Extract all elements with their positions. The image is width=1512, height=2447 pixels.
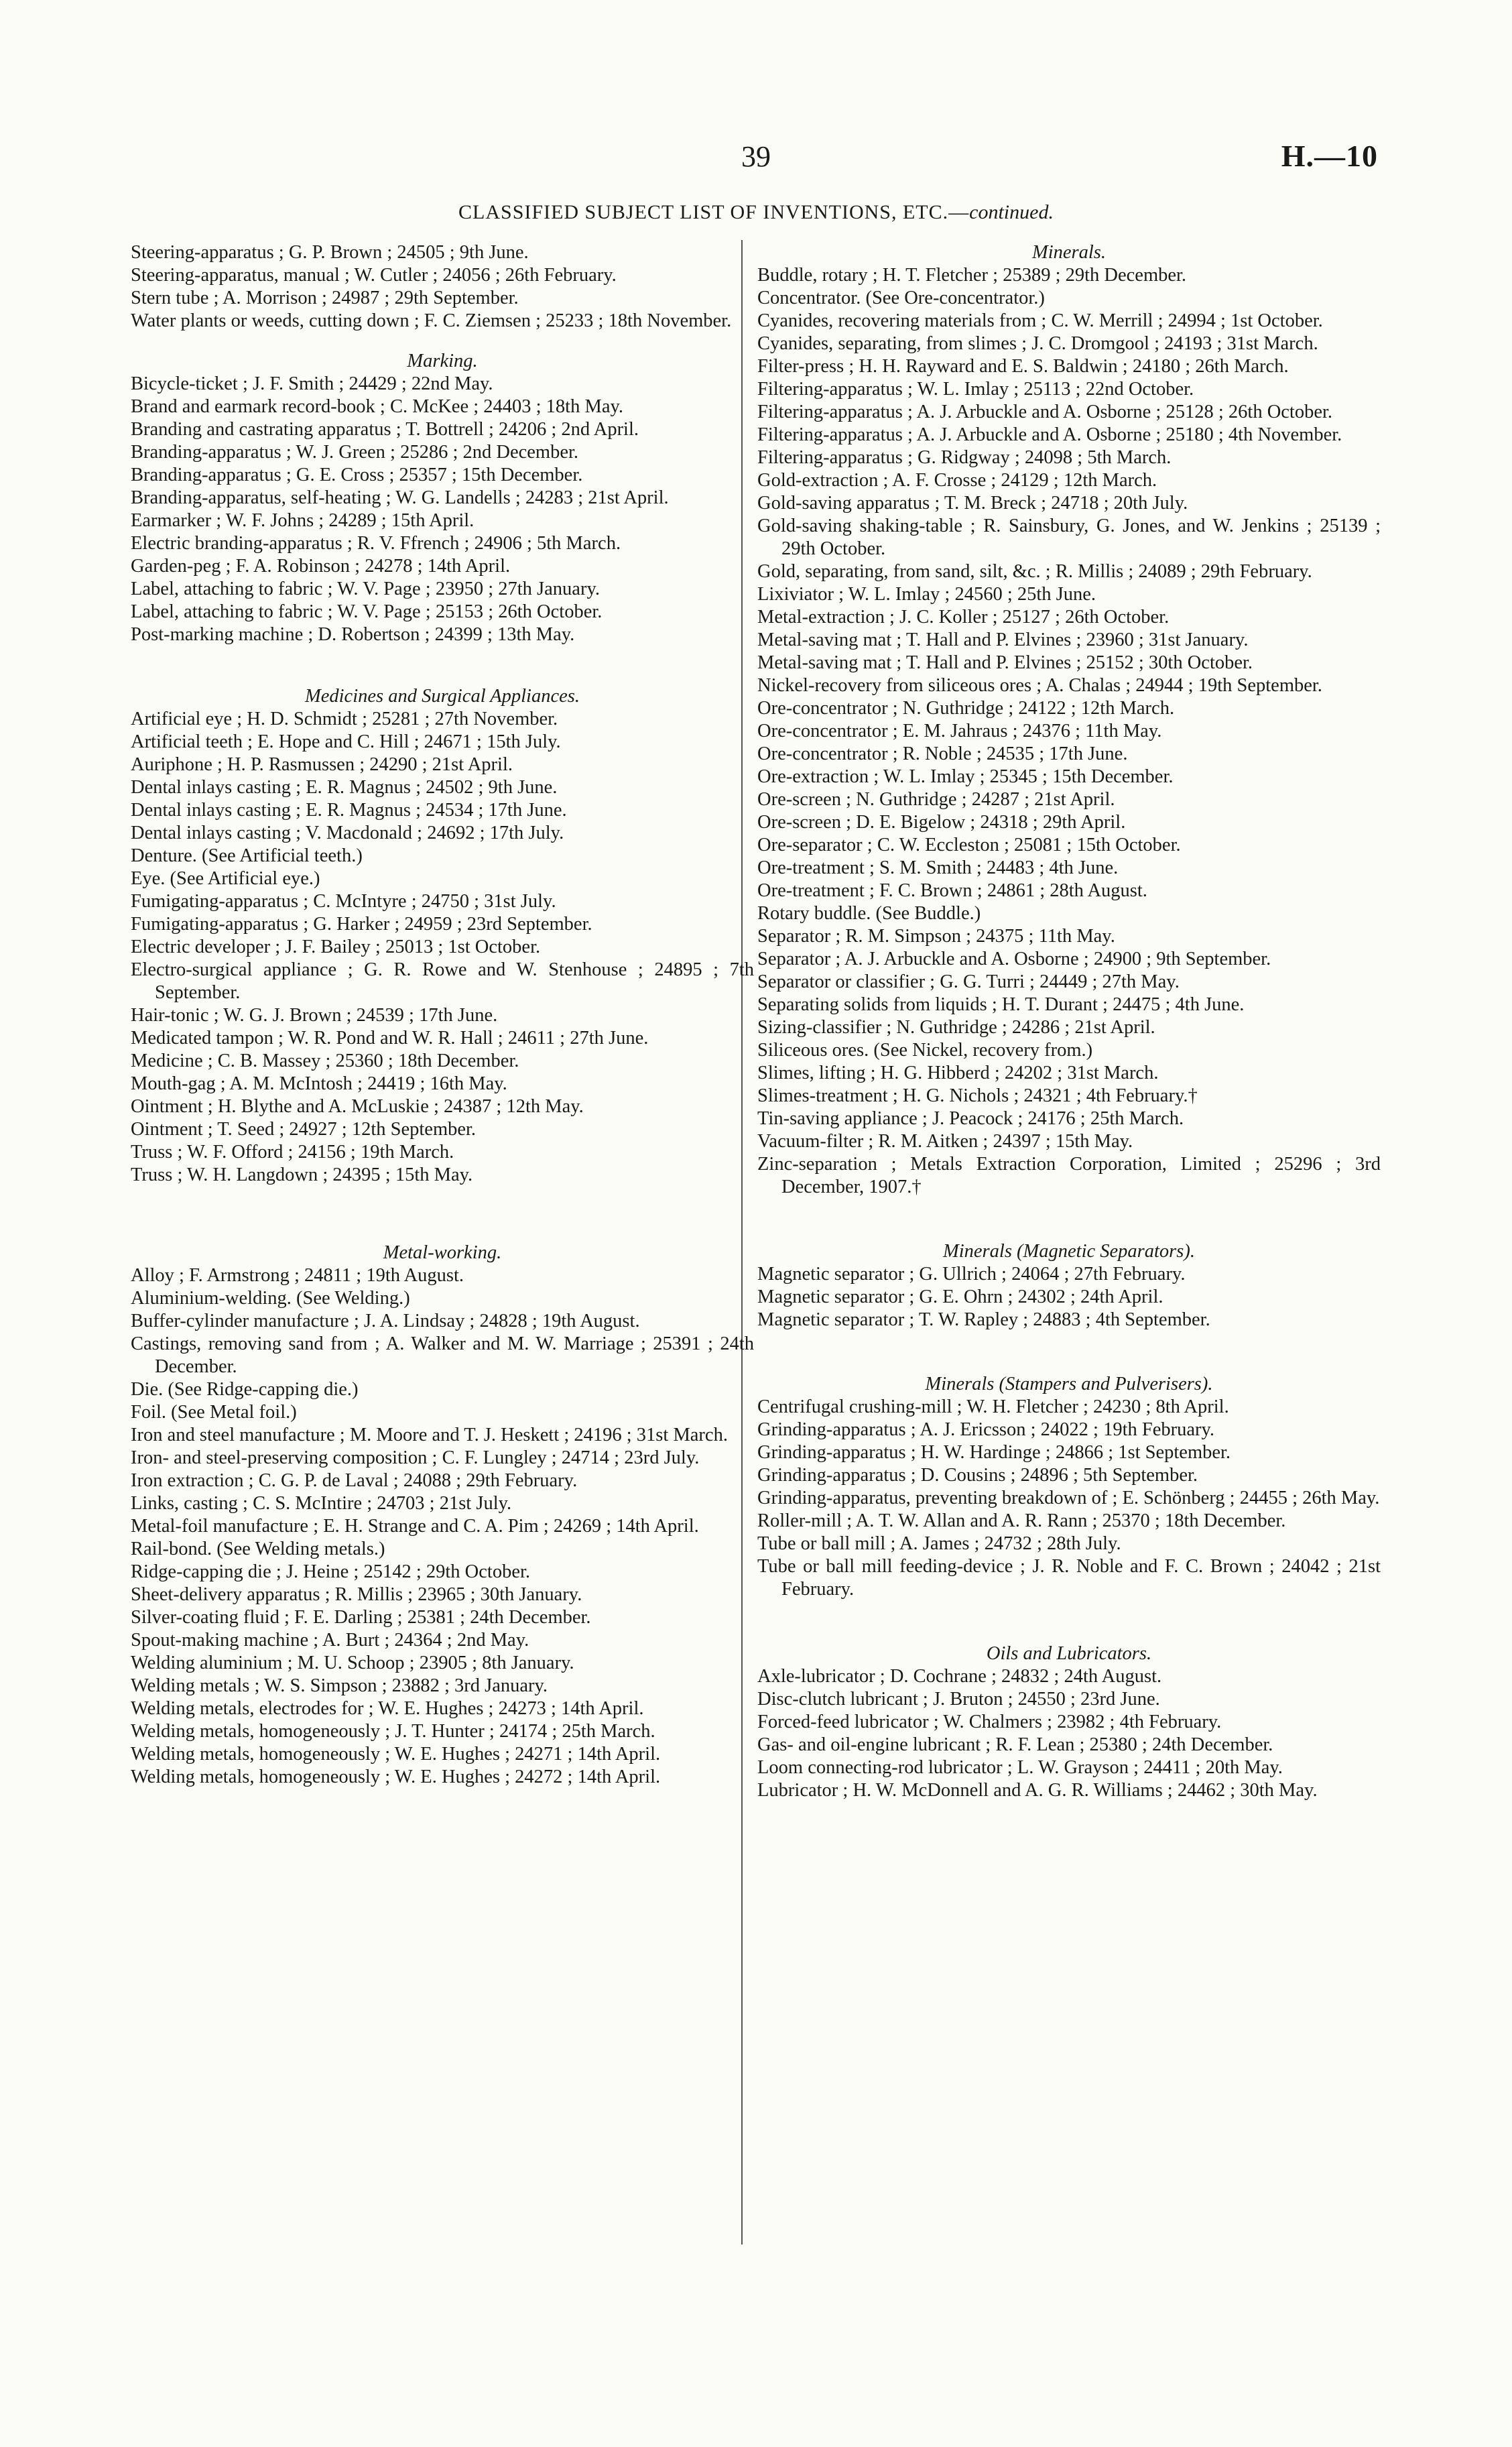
invention-entry: Filtering-apparatus ; A. J. Arbuckle and A. Osborne ; 25128 ; 26th October.: [757, 402, 1333, 422]
invention-entry: Nickel-recovery from siliceous ores ; A. Chalas ; 24944 ; 19th September.: [757, 675, 1322, 696]
invention-entry: Steering-apparatus ; G. P. Brown ; 24505 ; 9th June.: [131, 242, 529, 263]
invention-entry: Ore-screen ; N. Guthridge ; 24287 ; 21st April.: [757, 789, 1115, 810]
invention-entry: Denture. (See Artificial teeth.): [131, 845, 363, 866]
invention-entry: Welding metals, homogeneously ; J. T. Hunter ; 24174 ; 25th March.: [131, 1721, 655, 1742]
invention-entry: Slimes-treatment ; H. G. Nichols ; 24321 ; 4th February.†: [757, 1085, 1198, 1106]
invention-entry: Ore-concentrator ; R. Noble ; 24535 ; 17th June.: [757, 743, 1128, 764]
invention-entry: Tube or ball mill ; A. James ; 24732 ; 28th July.: [757, 1533, 1121, 1554]
invention-entry: Welding metals, electrodes for ; W. E. Hughes ; 24273 ; 14th April.: [131, 1698, 644, 1719]
invention-entry: Welding metals, homogeneously ; W. E. Hughes ; 24272 ; 14th April.: [131, 1767, 661, 1787]
invention-entry: Grinding-apparatus ; D. Cousins ; 24896 ; 5th September.: [757, 1465, 1198, 1486]
invention-entry: Dental inlays casting ; E. R. Magnus ; 24502 ; 9th June.: [131, 777, 558, 798]
invention-entry: Eye. (See Artificial eye.): [131, 868, 320, 889]
invention-entry: Sheet-delivery apparatus ; R. Millis ; 23965 ; 30th January.: [131, 1584, 582, 1605]
invention-entry: Steering-apparatus, manual ; W. Cutler ; 24056 ; 26th February.: [131, 265, 617, 286]
invention-entry: Ore-extraction ; W. L. Imlay ; 25345 ; 15th December.: [757, 766, 1174, 787]
invention-entry: Concentrator. (See Ore-concentrator.): [757, 288, 1045, 308]
invention-entry: Electro-surgical appliance ; G. R. Rowe and W. Stenhouse ; 24895 ; 7th September.: [131, 959, 754, 1003]
invention-entry: Castings, removing sand from ; A. Walker and M. W. Marriage ; 25391 ; 24th December.: [131, 1333, 754, 1377]
invention-entry: Iron and steel manufacture ; M. Moore and T. J. Heskett ; 24196 ; 31st March.: [131, 1425, 728, 1445]
invention-entry: Cyanides, separating, from slimes ; J. C. Dromgool ; 24193 ; 31st March.: [757, 333, 1318, 354]
section: [131, 241, 754, 333]
invention-entry: Artificial eye ; H. D. Schmidt ; 25281 ; 27th November.: [131, 709, 558, 729]
invention-entry: Tube or ball mill feeding-device ; J. R. Noble and F. C. Brown ; 24042 ; 21st February.: [757, 1556, 1381, 1600]
invention-entry: Metal-saving mat ; T. Hall and P. Elvines ; 25152 ; 30th October.: [757, 652, 1253, 673]
invention-entry: Label, attaching to fabric ; W. V. Page ; 23950 ; 27th January.: [131, 579, 600, 599]
invention-entry: Magnetic separator ; G. E. Ohrn ; 24302 ; 24th April.: [757, 1287, 1163, 1307]
invention-entry: Gold-saving apparatus ; T. M. Breck ; 24718 ; 20th July.: [757, 493, 1188, 514]
invention-entry: Axle-lubricator ; D. Cochrane ; 24832 ; 24th August.: [757, 1666, 1162, 1687]
invention-entry: Roller-mill ; A. T. W. Allan and A. R. Rann ; 25370 ; 18th December.: [757, 1510, 1286, 1531]
invention-entry: Metal-extraction ; J. C. Koller ; 25127 ; 26th October.: [757, 607, 1170, 628]
invention-entry: Truss ; W. H. Langdown ; 24395 ; 15th May.: [131, 1165, 473, 1185]
invention-entry: Rail-bond. (See Welding metals.): [131, 1539, 385, 1559]
section-title: Metal-working.: [383, 1242, 502, 1263]
invention-entry: Hair-tonic ; W. G. J. Brown ; 24539 ; 17th June.: [131, 1005, 498, 1026]
section-title: Minerals (Magnetic Separators).: [943, 1241, 1195, 1262]
invention-entry: Grinding-apparatus, preventing breakdown of ; E. Schönberg ; 24455 ; 26th May.: [757, 1488, 1380, 1508]
right-column: [757, 241, 1381, 1802]
invention-entry: Ore-screen ; D. E. Bigelow ; 24318 ; 29th April.: [757, 812, 1126, 833]
invention-entry: Ointment ; H. Blythe and A. McLuskie ; 24387 ; 12th May.: [131, 1096, 584, 1117]
invention-entry: Filtering-apparatus ; G. Ridgway ; 24098 ; 5th March.: [757, 447, 1172, 468]
section-title: Minerals.: [1031, 242, 1107, 263]
section: [757, 1373, 1381, 1601]
heading-main: CLASSIFIED SUBJECT LIST OF INVENTIONS, ETC.—: [458, 201, 970, 223]
heading-continued: continued.: [969, 201, 1054, 223]
invention-entry: Branding-apparatus, self-heating ; W. G. Landells ; 24283 ; 21st April.: [131, 487, 669, 508]
invention-entry: Brand and earmark record-book ; C. McKee ; 24403 ; 18th May.: [131, 396, 623, 417]
invention-entry: Gold-extraction ; A. F. Crosse ; 24129 ; 12th March.: [757, 470, 1157, 491]
invention-entry: Die. (See Ridge-capping die.): [131, 1379, 359, 1400]
invention-entry: Filtering-apparatus ; A. J. Arbuckle and A. Osborne ; 25180 ; 4th November.: [757, 424, 1342, 445]
invention-entry: Electric branding-apparatus ; R. V. Ffrench ; 24906 ; 5th March.: [131, 533, 621, 554]
invention-entry: Cyanides, recovering materials from ; C. W. Merrill ; 24994 ; 1st October.: [757, 310, 1323, 331]
section: [757, 1643, 1381, 1802]
invention-entry: Foil. (See Metal foil.): [131, 1402, 297, 1423]
invention-entry: Sizing-classifier ; N. Guthridge ; 24286 ; 21st April.: [757, 1017, 1155, 1038]
invention-entry: Ore-concentrator ; N. Guthridge ; 24122 ; 12th March.: [757, 698, 1175, 719]
invention-entry: Separator ; R. M. Simpson ; 24375 ; 11th May.: [757, 926, 1115, 947]
invention-entry: Electric developer ; J. F. Bailey ; 25013 ; 1st October.: [131, 937, 541, 957]
invention-entry: Welding aluminium ; M. U. Schoop ; 23905 ; 8th January.: [131, 1653, 574, 1673]
invention-entry: Slimes, lifting ; H. G. Hibberd ; 24202 ; 31st March.: [757, 1063, 1159, 1083]
invention-entry: Separator or classifier ; G. G. Turri ; 24449 ; 27th May.: [757, 971, 1180, 992]
invention-entry: Branding-apparatus ; G. E. Cross ; 25357 ; 15th December.: [131, 465, 583, 485]
invention-entry: Spout-making machine ; A. Burt ; 24364 ; 2nd May.: [131, 1630, 529, 1651]
invention-entry: Tin-saving appliance ; J. Peacock ; 24176 ; 25th March.: [757, 1108, 1184, 1129]
invention-entry: Magnetic separator ; G. Ullrich ; 24064 ; 27th February.: [757, 1264, 1186, 1285]
invention-entry: Forced-feed lubricator ; W. Chalmers ; 23982 ; 4th February.: [757, 1712, 1222, 1732]
invention-entry: Ore-concentrator ; E. M. Jahraus ; 24376 ; 11th May.: [757, 721, 1162, 741]
invention-entry: Iron extraction ; C. G. P. de Laval ; 24088 ; 29th February.: [131, 1470, 578, 1491]
invention-entry: Welding metals, homogeneously ; W. E. Hughes ; 24271 ; 14th April.: [131, 1744, 661, 1765]
invention-entry: Metal-foil manufacture ; E. H. Strange and C. A. Pim ; 24269 ; 14th April.: [131, 1516, 699, 1537]
invention-entry: Loom connecting-rod lubricator ; L. W. Grayson ; 24411 ; 20th May.: [757, 1757, 1283, 1778]
invention-entry: Buddle, rotary ; H. T. Fletcher ; 25389 ; 29th December.: [757, 265, 1187, 286]
invention-entry: Post-marking machine ; D. Robertson ; 24399 ; 13th May.: [131, 624, 575, 645]
invention-entry: Artificial teeth ; E. Hope and C. Hill ; 24671 ; 15th July.: [131, 731, 561, 752]
invention-entry: Silver-coating fluid ; F. E. Darling ; 25381 ; 24th December.: [131, 1607, 591, 1628]
page-heading: [0, 201, 1512, 224]
section-title: Medicines and Surgical Appliances.: [304, 686, 580, 707]
invention-entry: Lubricator ; H. W. McDonnell and A. G. R. Williams ; 24462 ; 30th May.: [757, 1780, 1318, 1801]
invention-entry: Truss ; W. F. Offord ; 24156 ; 19th March.: [131, 1142, 454, 1162]
invention-entry: Grinding-apparatus ; A. J. Ericsson ; 24022 ; 19th February.: [757, 1419, 1215, 1440]
invention-entry: Garden-peg ; F. A. Robinson ; 24278 ; 14th April.: [131, 556, 511, 577]
invention-entry: Lixiviator ; W. L. Imlay ; 24560 ; 25th June.: [757, 584, 1096, 605]
invention-entry: Mouth-gag ; A. M. McIntosh ; 24419 ; 16th May.: [131, 1073, 507, 1094]
invention-entry: Earmarker ; W. F. Johns ; 24289 ; 15th April.: [131, 510, 475, 531]
invention-entry: Rotary buddle. (See Buddle.): [757, 903, 981, 924]
invention-entry: Branding-apparatus ; W. J. Green ; 25286 ; 2nd December.: [131, 442, 579, 463]
invention-entry: Welding metals ; W. S. Simpson ; 23882 ; 3rd January.: [131, 1675, 548, 1696]
invention-entry: Links, casting ; C. S. McIntire ; 24703 ; 21st July.: [131, 1493, 512, 1514]
section-title: Oils and Lubricators.: [986, 1643, 1152, 1664]
invention-entry: Gas- and oil-engine lubricant ; R. F. Lean ; 25380 ; 24th December.: [757, 1734, 1273, 1755]
invention-entry: Separating solids from liquids ; H. T. Durant ; 24475 ; 4th June.: [757, 994, 1245, 1015]
invention-entry: Medicine ; C. B. Massey ; 25360 ; 18th December.: [131, 1051, 519, 1071]
invention-entry: Disc-clutch lubricant ; J. Bruton ; 24550 ; 23rd June.: [757, 1689, 1160, 1710]
invention-entry: Grinding-apparatus ; H. W. Hardinge ; 24866 ; 1st September.: [757, 1442, 1231, 1463]
document-reference: H.—10: [1281, 139, 1378, 173]
invention-entry: Bicycle-ticket ; J. F. Smith ; 24429 ; 22nd May.: [131, 373, 493, 394]
invention-entry: Ointment ; T. Seed ; 24927 ; 12th September.: [131, 1119, 477, 1140]
invention-entry: Iron- and steel-preserving composition ; C. F. Lungley ; 24714 ; 23rd July.: [131, 1447, 700, 1468]
section: [757, 241, 1381, 1199]
invention-entry: Centrifugal crushing-mill ; W. H. Fletcher ; 24230 ; 8th April.: [757, 1396, 1229, 1417]
invention-entry: Vacuum-filter ; R. M. Aitken ; 24397 ; 15th May.: [757, 1131, 1133, 1152]
invention-entry: Stern tube ; A. Morrison ; 24987 ; 29th September.: [131, 288, 519, 308]
invention-entry: Ridge-capping die ; J. Heine ; 25142 ; 29th October.: [131, 1561, 531, 1582]
invention-entry: Metal-saving mat ; T. Hall and P. Elvines ; 23960 ; 31st January.: [757, 630, 1249, 650]
invention-entry: Fumigating-apparatus ; C. McIntyre ; 24750 ; 31st July.: [131, 891, 556, 912]
invention-entry: Magnetic separator ; T. W. Rapley ; 24883 ; 4th September.: [757, 1309, 1210, 1330]
invention-entry: Ore-treatment ; S. M. Smith ; 24483 ; 4th June.: [757, 857, 1119, 878]
section-title: Minerals (Stampers and Pulverisers).: [925, 1374, 1213, 1394]
invention-entry: Separator ; A. J. Arbuckle and A. Osborne ; 24900 ; 9th September.: [757, 949, 1271, 969]
invention-entry: Aluminium-welding. (See Welding.): [131, 1288, 410, 1309]
invention-entry: Ore-separator ; C. W. Eccleston ; 25081 ; 15th October.: [757, 835, 1181, 855]
invention-entry: Siliceous ores. (See Nickel, recovery from.): [757, 1040, 1093, 1061]
invention-entry: Gold, separating, from sand, silt, &c. ; R. Millis ; 24089 ; 29th February.: [757, 561, 1312, 582]
invention-entry: Fumigating-apparatus ; G. Harker ; 24959 ; 23rd September.: [131, 914, 592, 935]
invention-entry: Gold-saving shaking-table ; R. Sainsbury, G. Jones, and W. Jenkins ; 25139 ; 29th October.: [757, 516, 1381, 559]
invention-entry: Label, attaching to fabric ; W. V. Page ; 25153 ; 26th October.: [131, 601, 603, 622]
invention-entry: Alloy ; F. Armstrong ; 24811 ; 19th August.: [131, 1265, 464, 1286]
section: [131, 1242, 754, 1789]
invention-entry: Ore-treatment ; F. C. Brown ; 24861 ; 28th August.: [757, 880, 1147, 901]
invention-entry: Buffer-cylinder manufacture ; J. A. Lindsay ; 24828 ; 19th August.: [131, 1311, 640, 1331]
invention-entry: Filter-press ; H. H. Rayward and E. S. Baldwin ; 24180 ; 26th March.: [757, 356, 1289, 377]
invention-entry: Filtering-apparatus ; W. L. Imlay ; 25113 ; 22nd October.: [757, 379, 1194, 400]
page-number: 39: [741, 140, 771, 173]
invention-entry: Auriphone ; H. P. Rasmussen ; 24290 ; 21st April.: [131, 754, 513, 775]
section: [131, 685, 754, 1187]
section: [131, 350, 754, 646]
section-title: Marking.: [407, 351, 478, 371]
invention-entry: Dental inlays casting ; E. R. Magnus ; 24534 ; 17th June.: [131, 800, 567, 821]
left-column: [131, 241, 754, 1789]
invention-entry: Dental inlays casting ; V. Macdonald ; 24692 ; 17th July.: [131, 823, 564, 843]
invention-entry: Branding and castrating apparatus ; T. Bottrell ; 24206 ; 2nd April.: [131, 419, 639, 440]
invention-entry: Zinc-separation ; Metals Extraction Corporation, Limited ; 25296 ; 3rd December, 1907.†: [757, 1154, 1381, 1197]
invention-entry: Water plants or weeds, cutting down ; F. C. Ziemsen ; 25233 ; 18th November.: [131, 310, 732, 331]
invention-entry: Medicated tampon ; W. R. Pond and W. R. Hall ; 24611 ; 27th June.: [131, 1028, 649, 1049]
section: [757, 1240, 1381, 1331]
